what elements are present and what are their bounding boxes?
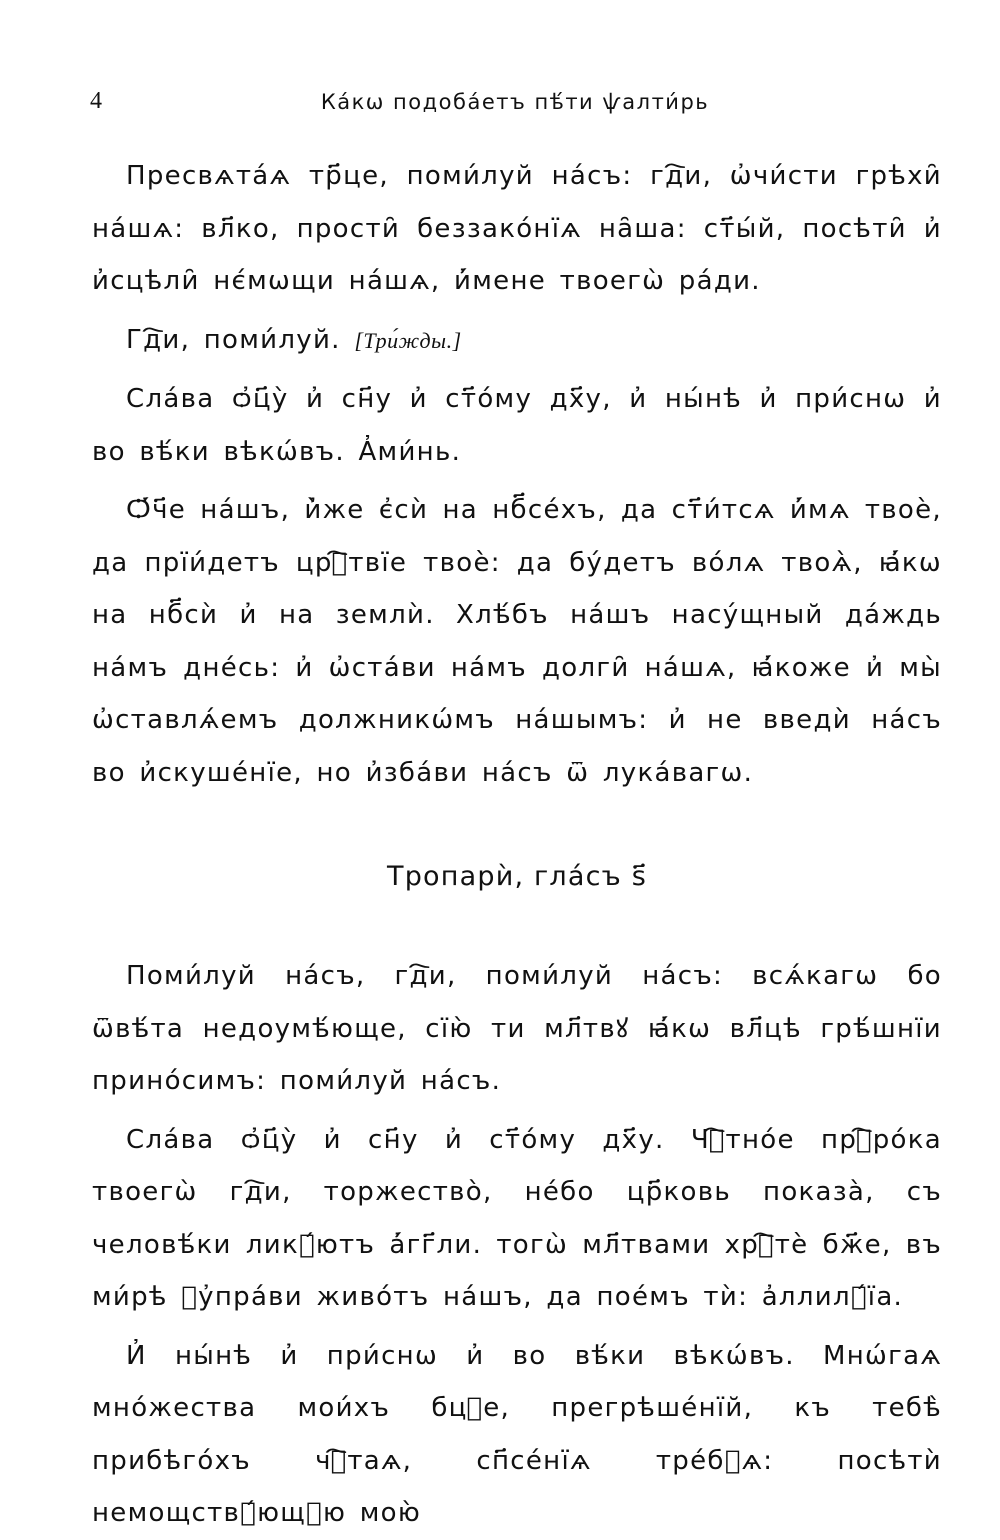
body-text: [92, 150, 942, 1540]
prayer-paragraph-lord-have-mercy: [92, 314, 942, 368]
troparion-paragraph-1: [92, 950, 942, 1108]
paragraph-text: Ѻ҆́ч҃е на́шъ, и҆̀же є҆сѝ на нб҃се́хъ, да ст҃и́тсѧ и҆́мѧ твоѐ, да прїи́детъ црⷭ҇твїе твоѐ: да бу́детъ во́лѧ твоѧ̀, ꙗ҆́кѡ на нб҃сѝ и҆ на землѝ. Хлѣ́бъ на́шъ насу́щный да́ждь на́мъ дне́сь: и҆ ѡ҆ста́ви на́мъ долги̑ на́шѧ, ꙗ҆́коже и҆ мы̀ ѡ҆ставлѧ́емъ должникѡ́мъ на́шымъ: и҆ не введѝ на́съ во и҆скуше́нїе, но и҆зба́ви на́съ ѿ лука́вагѡ.: [92, 495, 942, 788]
page-number: 4: [90, 88, 102, 114]
running-title: Ка́кѡ подоба́етъ пѣ́ти ѱалти́рь: [320, 90, 710, 114]
paragraph-text: Поми́луй на́съ, гд҇и, поми́луй на́съ: всѧ́кагѡ бо ѿвѣ́та недоумѣ́юще, сїю̀ ти мл҃твꙋ ꙗ҆́кѡ вл҃цѣ грѣ́шнїи прино́симъ: поми́луй на́съ.: [92, 961, 942, 1096]
prayer-paragraph-trinity: [92, 150, 942, 308]
paragraph-text: Сла́ва ѻ҆ц҃у̀ и҆ сн҃у и҆ ст҃о́му дх҃у, и҆ ны́нѣ и҆ при́снѡ и҆ во вѣ́ки вѣкѡ́въ. А҆ми́нь.: [92, 384, 942, 467]
paragraph-text: И҆ ны́нѣ и҆ при́снѡ и҆ во вѣ́ки вѣкѡ́въ. Мнѡ́гаѧ мно́жества мои́хъ бцⷣе, прегрѣше́нїй, къ тебѣ̀ прибѣго́хъ чⷭ҇таѧ, сп҃се́нїѧ тре́бꙋѧ: посѣтѝ немощствꙋ́ющꙋю мою̀: [92, 1340, 942, 1528]
troparion-paragraph-3: [92, 1330, 942, 1540]
section-heading: Тропарѝ, гла́съ ѕ҃: [387, 861, 647, 892]
paragraph-text: Гд҇и, поми́луй.: [126, 324, 341, 355]
rubric-thrice: [Три́жды.]: [354, 327, 462, 353]
troparion-paragraph-2: [92, 1114, 942, 1324]
running-head: [90, 88, 940, 124]
paragraph-text: Сла́ва ѻ҆ц҃у̀ и҆ сн҃у и҆ ст҃о́му дх҃у. Чⷭ҇тно́е прⷪ҇ро́ка твоегѡ̀ гд҇и, торжество̀, не́бо цр҃ковь показа̀, съ человѣ́ки ликꙋ́ютъ а҆́гг҃ли. тогѡ̀ мл҃твами хрⷭ҇тѐ бж҃е, въ ми́рѣ ᲂу҆пра́ви живо́тъ на́шъ, да пое́мъ тѝ: а҆ллилꙋ́їа.: [92, 1124, 942, 1312]
paragraph-text: Пресвѧта́ѧ тр҃це, поми́луй на́съ: гд҇и, ѡ҆чи́сти грѣхи̑ на́шѧ: вл҃ко, прости̑ беззако́нїѧ на̑ша: ст҃ы́й, посѣти̑ и҆ и҆сцѣли̑ нє́мѡщи на́шѧ, и҆́мене твоегѡ̀ ра́ди.: [92, 161, 942, 296]
prayer-paragraph-glory: [92, 373, 942, 478]
prayer-paragraph-our-father: [92, 484, 942, 799]
